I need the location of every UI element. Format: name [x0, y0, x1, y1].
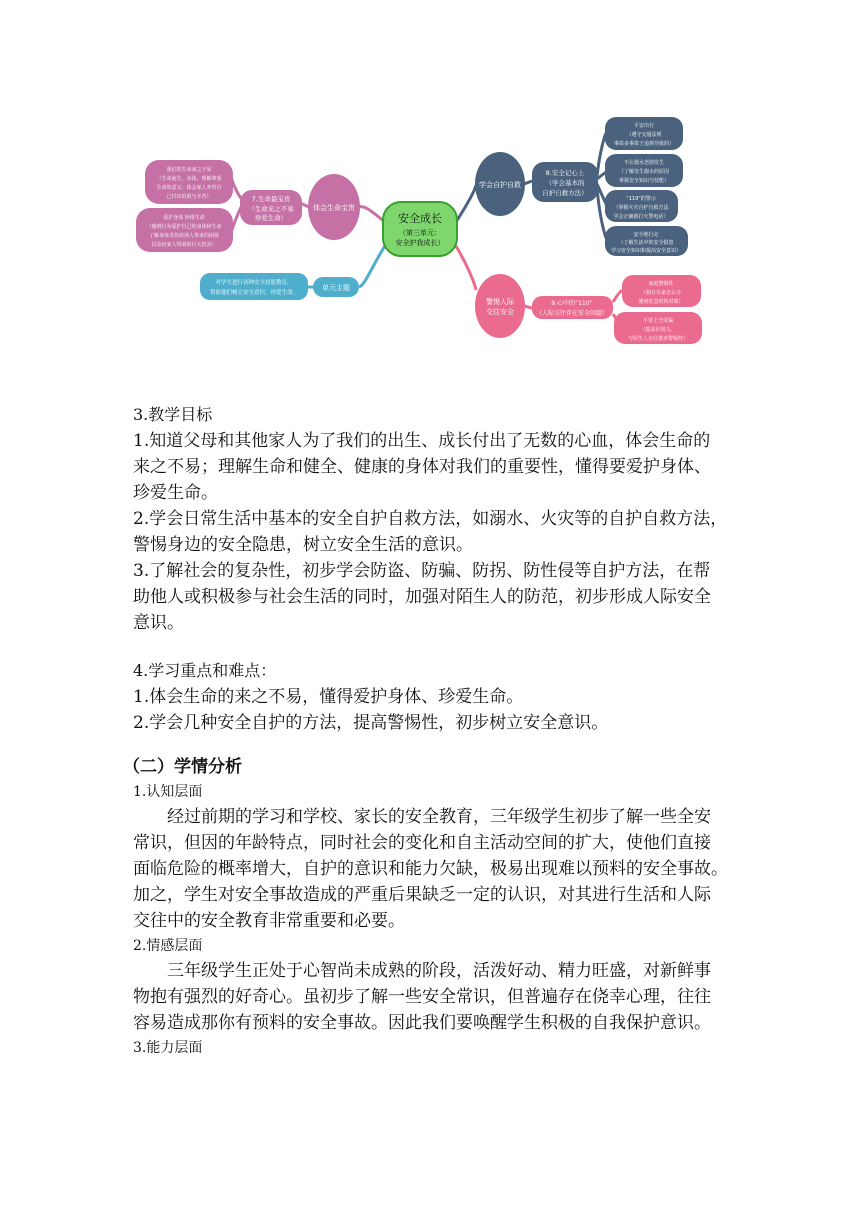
key-point-1: 1.体会生命的来之不易，懂得爱护身体、珍爱生命。: [133, 687, 524, 707]
svg-text:（感到行为爱护自己的身体和生命: （感到行为爱护自己的身体和生命: [146, 224, 222, 230]
center-title: 安全成长: [398, 212, 442, 225]
svg-text:安全护我成长）: 安全护我成长）: [395, 239, 445, 247]
svg-text:警惕人际: 警惕人际: [486, 298, 514, 306]
svg-text:不让溺水悲剧发生: 不让溺水悲剧发生: [623, 160, 665, 166]
cognitive-heading: 1.认知层面: [133, 784, 203, 800]
branch-self-protection: [475, 117, 688, 256]
svg-text:学会正确拨打火警电话）: 学会正确拨打火警电话）: [613, 214, 669, 220]
analysis-heading: （二）学情分析: [123, 757, 242, 777]
svg-text:（人际交往存在安全问题）: （人际交往存在安全问题）: [535, 310, 609, 317]
svg-text:9.心中的“110”: 9.心中的“110”: [551, 300, 593, 307]
ability-heading: 3.能力层面: [133, 1040, 203, 1056]
svg-text:（学会基本的: （学会基本的: [545, 179, 585, 187]
svg-text:（遵守交通法规: （遵守交通法规: [626, 132, 662, 138]
goals-heading: 3.教学目标: [133, 405, 213, 424]
emotional-line-1: 三年级学生正处于心智尚未成熟的阶段，活泼好动、精力旺盛，对新鲜事: [167, 961, 711, 981]
svg-text:（生命来之不易: （生命来之不易: [248, 205, 294, 213]
cognitive-line-4: 加之，学生对安全事故造成的严重后果缺乏一定的认识，对其进行生活和人际: [133, 885, 711, 905]
svg-text:（生命诞生，身体，理解尊重: （生命诞生，身体，理解尊重: [156, 176, 222, 182]
emotional-heading: 2.情感层面: [133, 938, 203, 954]
branch-unit-theme: [200, 273, 359, 300]
svg-text:家庭警惕性: 家庭警惕性: [648, 281, 674, 287]
svg-text:学习安全知识和提高安全意识）: 学习安全知识和提高安全意识）: [610, 248, 682, 254]
goal-3-line-2: 助他人或积极参与社会生活的同时，加强对陌生人的防范，初步形成人际安全: [133, 587, 711, 607]
svg-text:（独自在家怎么办: （独自在家怎么办: [640, 290, 682, 296]
svg-text:己付出的艰与辛苦）: 己付出的艰与辛苦）: [166, 194, 212, 200]
key-point-2: 2.学会几种安全自护的方法，提高警惕性，初步树立安全意识。: [133, 713, 609, 733]
svg-text:珍爱生命）: 珍爱生命）: [254, 214, 288, 222]
goal-2-line-2: 警惕身边的安全隐患，树立安全生活的意识。: [133, 535, 473, 555]
emotional-line-2: 物抱有强烈的好奇心。虽初步了解一些安全常识，但普遍存在侥幸心理，往往: [133, 987, 711, 1007]
svg-text:了解身体受伤给别人带来的困扰: 了解身体受伤给别人带来的困扰: [148, 233, 220, 239]
svg-text:帮助他们树立安全意识，珍爱生命。: 帮助他们树立安全意识，珍爱生命。: [209, 290, 299, 296]
goal-1-line-2: 来之不易；理解生命和健全、健康的身体对我们的重要性，懂得要爱护身体、: [133, 457, 711, 477]
goal-1-line-1: 1.知道父母和其他家人为了我们的出生、成长付出了无数的心血，体会生命的: [133, 431, 711, 451]
svg-text:掌握安全知识与技能）: 掌握安全知识与技能）: [618, 178, 670, 184]
svg-text:生命的意义；体会家人养育自: 生命的意义；体会家人养育自: [156, 185, 222, 191]
goal-2-line-1: 2.学会日常生活中基本的安全自护自救方法，如溺水、火灾等的自护自救方法，: [133, 509, 728, 529]
goal-3-line-1: 3.了解社会的复杂性，初步学会防盗、防骗、防拐、防性侵等自护方法，在帮: [133, 561, 711, 581]
svg-text:8.安全记心上: 8.安全记心上: [545, 169, 585, 177]
svg-text:事故多事故于违规导致的）: 事故多事故于违规导致的）: [613, 141, 675, 147]
svg-text:“119”的警示: “119”的警示: [626, 196, 656, 202]
unit-mind-map: [0, 0, 860, 380]
cognitive-line-3: 面临危险的概率增大，自护的意识和能力欠缺，极易出现难以预料的安全事故。: [133, 859, 728, 879]
document-body: [123, 402, 733, 1060]
svg-text:与陌生人交往要求警惕性）: 与陌生人交往要求警惕性）: [627, 336, 689, 342]
goal-3-line-3: 意识。: [133, 613, 184, 633]
goal-1-line-3: 珍爱生命。: [133, 483, 218, 503]
mind-map-center-node: [383, 202, 457, 256]
cognitive-line-5: 交往中的安全教育非常重要和必要。: [133, 911, 405, 931]
svg-text:遇到危急时的对策）: 遇到危急时的对策）: [638, 299, 684, 305]
key-points-heading: 4.学习重点和难点：: [133, 661, 277, 680]
svg-text:爱护身体 珍惜生命: 爱护身体 珍惜生命: [163, 215, 205, 221]
svg-text:（了解发生溺水的原因: （了解发生溺水的原因: [618, 169, 670, 175]
branch-interpersonal-safety: [475, 274, 702, 344]
svg-text:7.生命最宝贵: 7.生命最宝贵: [251, 195, 291, 203]
svg-text:我们的生命来之不易: 我们的生命来之不易: [166, 167, 212, 173]
svg-text:体会生命宝贵: 体会生命宝贵: [313, 204, 355, 212]
svg-text:自护自救方法）: 自护自救方法）: [542, 189, 588, 197]
svg-text:交往安全: 交往安全: [486, 308, 514, 316]
svg-text:以及给家人带来的巨大伤害）: 以及给家人带来的巨大伤害）: [151, 242, 217, 248]
cognitive-line-2: 常识，但因的年龄特点，同时社会的变化和自主活动空间的扩大，使他们直接: [133, 833, 711, 853]
svg-text:（第三单元：: （第三单元：: [399, 229, 441, 237]
emotional-line-3: 容易造成那你有预料的安全事故。因此我们要唤醒学生积极的自我保护意识。: [133, 1013, 711, 1033]
svg-text:（提高识别力，: （提高识别力，: [640, 327, 676, 333]
cognitive-line-1: 经过前期的学习和学校、家长的安全教育，三年级学生初步了解一些全安: [167, 807, 711, 827]
branch-life-precious: [136, 160, 360, 252]
svg-text:安全地行走: 安全地行走: [633, 232, 659, 238]
svg-text:学会自护自救: 学会自护自救: [479, 181, 521, 189]
svg-text:单元主题: 单元主题: [322, 284, 350, 292]
svg-text:平安出行: 平安出行: [633, 123, 655, 129]
svg-text:不要上当受骗: 不要上当受骗: [642, 318, 674, 324]
svg-text:对学生进行各种安全技能教育，: 对学生进行各种安全技能教育，: [215, 280, 293, 286]
svg-text:（了解生活中的安全隐患: （了解生活中的安全隐患: [618, 240, 674, 246]
svg-text:（掌握火灾自护自救方法: （掌握火灾自护自救方法: [613, 205, 669, 211]
